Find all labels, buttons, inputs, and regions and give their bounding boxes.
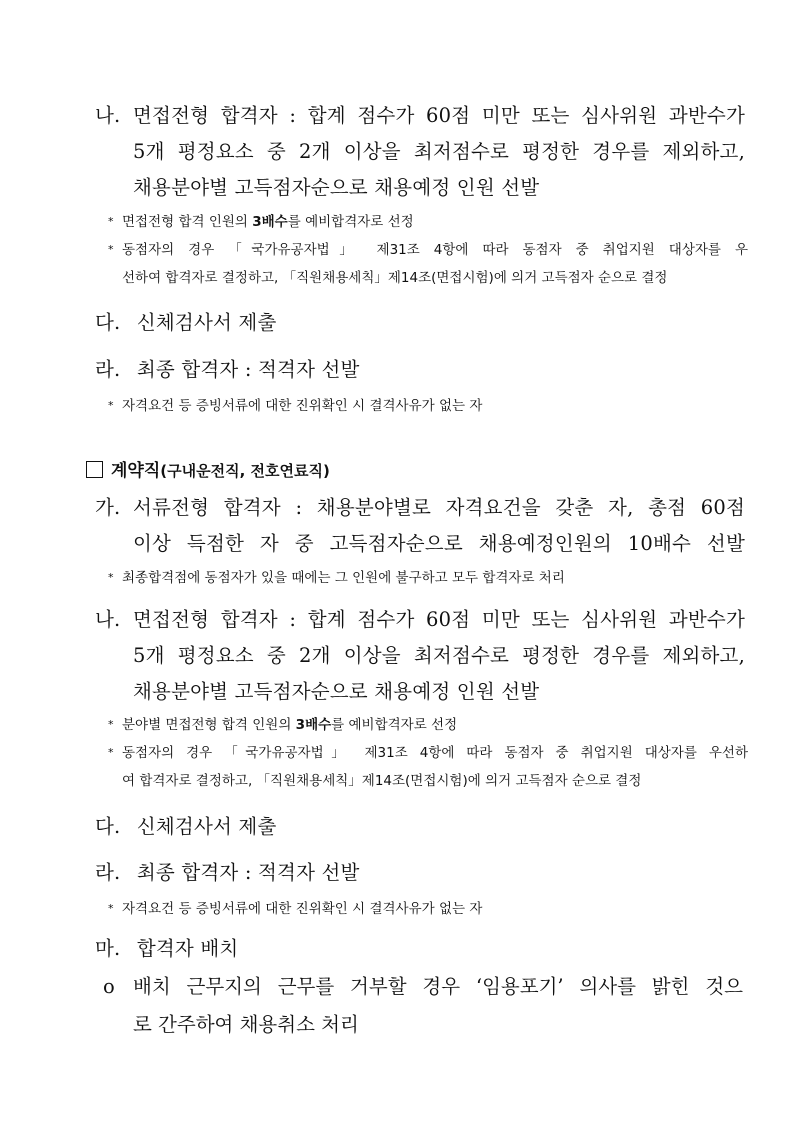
section-subtitle: (구내운전직, 전호연료직): [160, 462, 330, 480]
item-text: 신체검사서 제출: [136, 815, 277, 838]
checkbox-square-icon: [86, 461, 103, 478]
item-na-interview-2: [95, 602, 745, 710]
item-line: 면접전형 합격자 : 합계 점수가 60점 미만 또는 심사위원 과반수가: [133, 608, 745, 631]
note-text: 최종합격점에 동점자가 있을 때에는 그 인원에 불구하고 모두 합격자로 처리: [122, 570, 565, 586]
item-marker: 마.: [95, 937, 121, 960]
item-line: 5개 평정요소 중 2개 이상을 최저점수로 평정한 경우를 제외하고,: [133, 644, 745, 667]
note-tie-1: [108, 236, 748, 292]
item-ga-document: [95, 490, 745, 562]
item-marker: 라.: [95, 861, 121, 884]
item-marker: 다.: [95, 815, 121, 838]
note-reserve-1: [108, 208, 748, 236]
item-marker: 다.: [95, 311, 121, 334]
note-tie-2: [108, 739, 748, 795]
item-da-medical-1: [95, 308, 277, 338]
item-line: 서류전형 합격자 : 채용분야별로 자격요건을 갖춘 자, 총점 60점: [133, 496, 745, 519]
note-text: 자격요건 등 증빙서류에 대한 진위확인 시 결격사유가 없는 자: [122, 398, 483, 414]
note-star: *: [108, 399, 114, 412]
item-text: 신체검사서 제출: [136, 311, 277, 334]
item-text: 합격자 배치: [136, 937, 239, 960]
note-star: *: [108, 571, 114, 584]
bullet-line: 로 간주하여 채용취소 처리: [133, 1013, 359, 1036]
note-star: *: [108, 902, 114, 915]
note-star: *: [108, 243, 114, 256]
item-ra-final-1: [95, 355, 360, 385]
item-da-medical-2: [95, 812, 277, 842]
item-marker: 가.: [95, 496, 121, 519]
item-line: 5개 평정요소 중 2개 이상을 최저점수로 평정한 경우를 제외하고,: [133, 140, 745, 163]
section-heading-contract: [86, 458, 330, 484]
note-star: *: [108, 215, 114, 228]
note-text: 면접전형 합격 인원의 3배수를 예비합격자로 선정: [122, 214, 414, 230]
item-line: 채용분야별 고득점자순으로 채용예정 인원 선발: [133, 680, 540, 703]
item-ra-final-2: [95, 858, 360, 888]
item-line: 채용분야별 고득점자순으로 채용예정 인원 선발: [133, 176, 540, 199]
bullet-placement-refusal: [103, 968, 743, 1044]
bullet-marker: o: [103, 975, 115, 998]
note-verify-2: [108, 895, 748, 923]
item-line: 면접전형 합격자 : 합계 점수가 60점 미만 또는 심사위원 과반수가: [133, 104, 745, 127]
note-line: 여 합격자로 결정하고, 「직원채용세칙」제14조(면접시험)에 의거 고득점자 순으로 결정: [122, 773, 642, 789]
section-title: 계약직: [111, 461, 161, 481]
item-text: 최종 합격자 : 적격자 선발: [136, 358, 360, 381]
note-text: 자격요건 등 증빙서류에 대한 진위확인 시 결격사유가 없는 자: [122, 901, 483, 917]
item-marker: 라.: [95, 358, 121, 381]
note-text: 분야별 면접전형 합격 인원의 3배수를 예비합격자로 선정: [122, 717, 458, 733]
item-ma-placement: [95, 934, 238, 964]
item-marker: 나.: [95, 104, 121, 127]
bold-multiplier: 3배수: [252, 214, 288, 230]
item-marker: 나.: [95, 608, 121, 631]
item-line: 이상 득점한 자 중 고득점자순으로 채용예정인원의 10배수 선발: [133, 532, 745, 555]
bullet-line: 배치 근무지의 근무를 거부할 경우 ‘임용포기’ 의사를 밝힌 것으: [133, 975, 743, 998]
item-na-interview-1: [95, 98, 745, 206]
note-verify-1: [108, 392, 748, 420]
note-line: 동점자의 경우 「국가유공자법」 제31조 4항에 따라 동점자 중 취업지원 대상자를 우: [122, 242, 748, 258]
note-final-tie: [108, 564, 748, 592]
note-reserve-2: [108, 711, 748, 739]
note-line: 선하여 합격자로 결정하고, 「직원채용세칙」제14조(면접시험)에 의거 고득점자 순으로 결정: [122, 270, 668, 286]
note-star: *: [108, 746, 114, 759]
note-star: *: [108, 718, 114, 731]
note-line: 동점자의 경우 「국가유공자법」 제31조 4항에 따라 동점자 중 취업지원 대상자를 우선하: [122, 745, 748, 761]
bold-multiplier: 3배수: [295, 717, 332, 733]
item-text: 최종 합격자 : 적격자 선발: [136, 861, 360, 884]
